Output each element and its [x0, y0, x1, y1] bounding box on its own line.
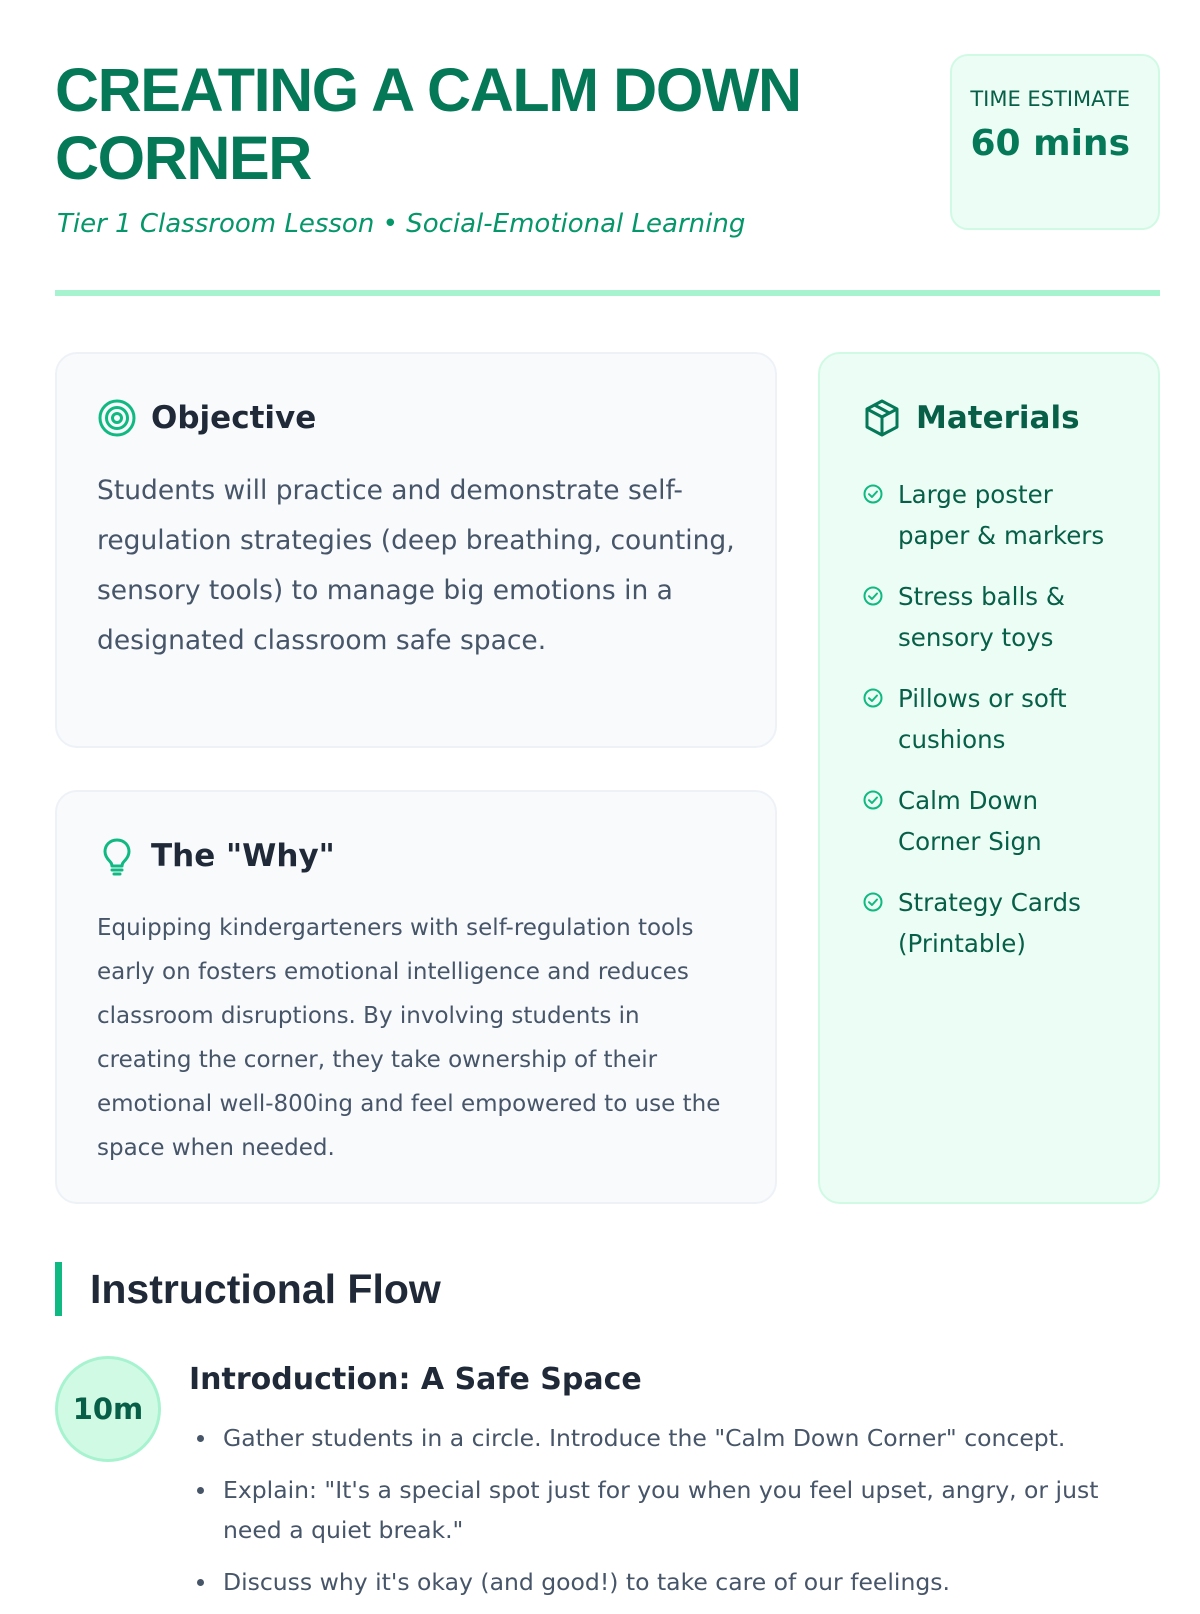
- materials-card: [818, 352, 1160, 1204]
- materials-item-label: Pillows or soft cushions: [898, 684, 1067, 754]
- materials-item-label: Large poster paper & markers: [898, 480, 1105, 550]
- step-bullet-list: [189, 1418, 1149, 1602]
- check-circle-icon: [862, 687, 884, 709]
- lightbulb-icon: [97, 836, 137, 876]
- bullet-dot-icon: [197, 1579, 204, 1586]
- materials-item: [862, 576, 1128, 658]
- section-title: Instructional Flow: [90, 1265, 441, 1312]
- step-bullet-text: Explain: "It's a special spot just for you when you feel upset, angry, or just need a quiet break.": [223, 1476, 1099, 1544]
- page-subtitle: Tier 1 Classroom Lesson • Social-Emotional Learning: [57, 209, 746, 239]
- materials-item: [862, 678, 1128, 760]
- materials-item: [862, 474, 1128, 556]
- step-bullet: [189, 1418, 1149, 1458]
- why-header: [97, 834, 735, 878]
- step-body: [189, 1356, 1149, 1614]
- objective-header: [97, 396, 735, 440]
- step-bullet-text: Gather students in a circle. Introduce the "Calm Down Corner" concept.: [223, 1424, 1066, 1452]
- time-estimate-label: TIME ESTIMATE: [970, 87, 1130, 111]
- check-circle-icon: [862, 891, 884, 913]
- objective-card: [55, 352, 777, 748]
- bullet-dot-icon: [197, 1435, 204, 1442]
- step-bullet-text: Discuss why it's okay (and good!) to take care of our feelings.: [223, 1568, 950, 1596]
- step-bullet: [189, 1562, 1149, 1602]
- header-divider: [55, 290, 1160, 296]
- instructional-flow-heading: [55, 1262, 441, 1316]
- time-estimate-box: [950, 54, 1160, 230]
- target-icon: [97, 398, 137, 438]
- bullet-dot-icon: [197, 1487, 204, 1494]
- materials-header: [862, 396, 1128, 440]
- check-circle-icon: [862, 585, 884, 607]
- check-circle-icon: [862, 789, 884, 811]
- materials-title: Materials: [916, 400, 1080, 436]
- why-title: The "Why": [151, 838, 335, 874]
- materials-item: [862, 882, 1128, 964]
- package-icon: [862, 398, 902, 438]
- step-bullet: [189, 1470, 1149, 1550]
- why-card: [55, 790, 777, 1204]
- objective-text: Students will practice and demonstrate self-regulation strategies (deep breathing, counting, sensory tools) to manage big emotions in a designated classroom safe space.: [97, 475, 735, 656]
- materials-item: [862, 780, 1128, 862]
- materials-item-label: Calm Down Corner Sign: [898, 786, 1042, 856]
- step-title: Introduction: A Safe Space: [189, 1362, 642, 1397]
- objective-title: Objective: [151, 400, 317, 436]
- materials-list: [862, 474, 1128, 964]
- page-title: CREATING A CALM DOWN CORNER: [55, 56, 801, 192]
- materials-item-label: Stress balls & sensory toys: [898, 582, 1065, 652]
- time-estimate-value: 60 mins: [970, 123, 1130, 164]
- why-text: Equipping kindergarteners with self-regulation tools early on fosters emotional intelligence and reduces classroom disruptions. By involving students in creating the corner, they take ownership of their emotional well-800ing and feel empowered to use the space when needed.: [97, 915, 721, 1161]
- check-circle-icon: [862, 483, 884, 505]
- materials-item-label: Strategy Cards (Printable): [898, 888, 1081, 958]
- step-duration-badge: 10m: [55, 1356, 161, 1462]
